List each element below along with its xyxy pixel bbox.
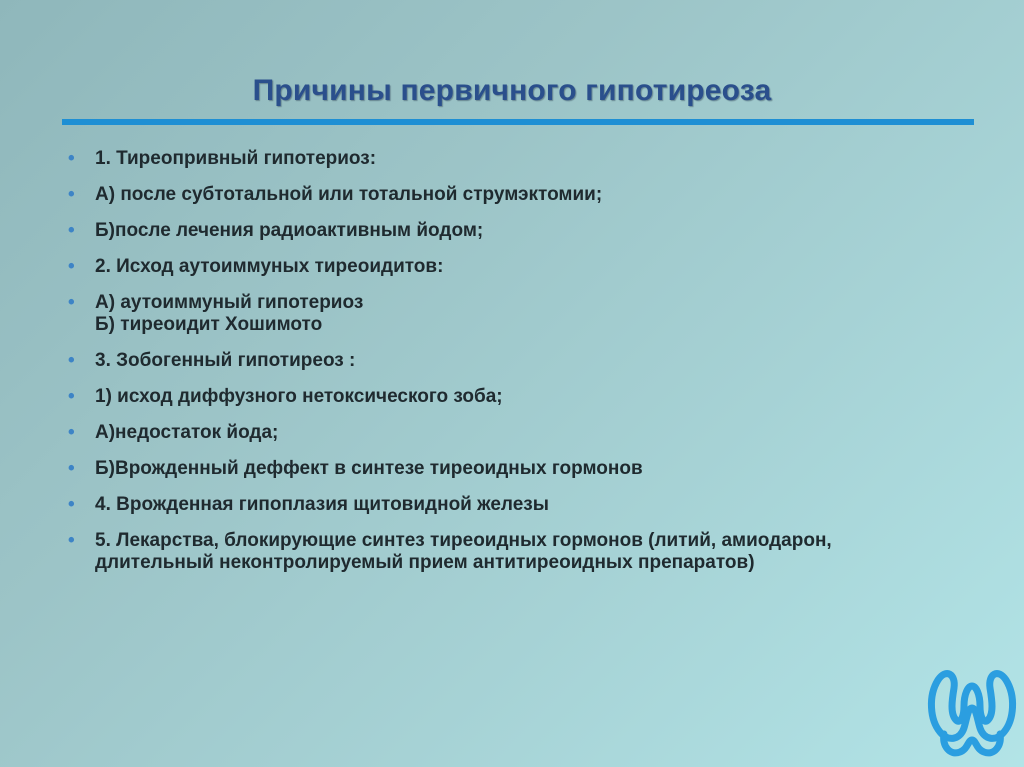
bullet-icon: • [68,148,75,169]
bullet-icon: • [68,184,75,205]
list-item-text: А)недостаток йода; [95,422,279,443]
thyroid-logo-icon [924,656,1020,764]
bullet-list [68,148,968,588]
list-item-text: 1) исход диффузного нетоксического зоба; [95,386,503,407]
list-item-text: 3. Зобогенный гипотиреоз : [95,350,356,371]
list-item [68,386,968,408]
list-item-text: А) аутоиммуный гипотериоз Б) тиреоидит Хошимото [95,292,364,335]
list-item [68,184,968,206]
list-item [68,292,968,336]
title-divider [62,119,974,125]
list-item-text: 2. Исход аутоиммуных тиреоидитов: [95,256,444,277]
list-item [68,148,968,170]
slide-title: Причины первичного гипотиреоза [252,74,772,107]
bullet-icon: • [68,458,75,479]
list-item-text: 4. Врожденная гипоплазия щитовидной железы [95,494,549,515]
list-item [68,256,968,278]
bullet-icon: • [68,422,75,443]
list-item [68,350,968,372]
list-item-text: Б)Врожденный деффект в синтезе тиреоидных гормонов [95,458,643,479]
list-item-text: 1. Тиреопривный гипотериоз: [95,148,377,169]
list-item [68,530,968,574]
list-item-text: А) после субтотальной или тотальной струмэктомии; [95,184,603,205]
bullet-icon: • [68,530,75,551]
bullet-icon: • [68,494,75,515]
list-item-text: Б)после лечения радиоактивным йодом; [95,220,484,241]
list-item-text: 5. Лекарства, блокирующие синтез тиреоидных гормонов (литий, амиодарон, длительный неконтролируемый прием антитиреоидных препаратов) [95,530,832,573]
list-item [68,494,968,516]
bullet-icon: • [68,350,75,371]
bullet-icon: • [68,220,75,241]
bullet-icon: • [68,256,75,277]
bullet-icon: • [68,292,75,313]
list-item [68,458,968,480]
list-item [68,220,968,242]
list-item [68,422,968,444]
bullet-icon: • [68,386,75,407]
